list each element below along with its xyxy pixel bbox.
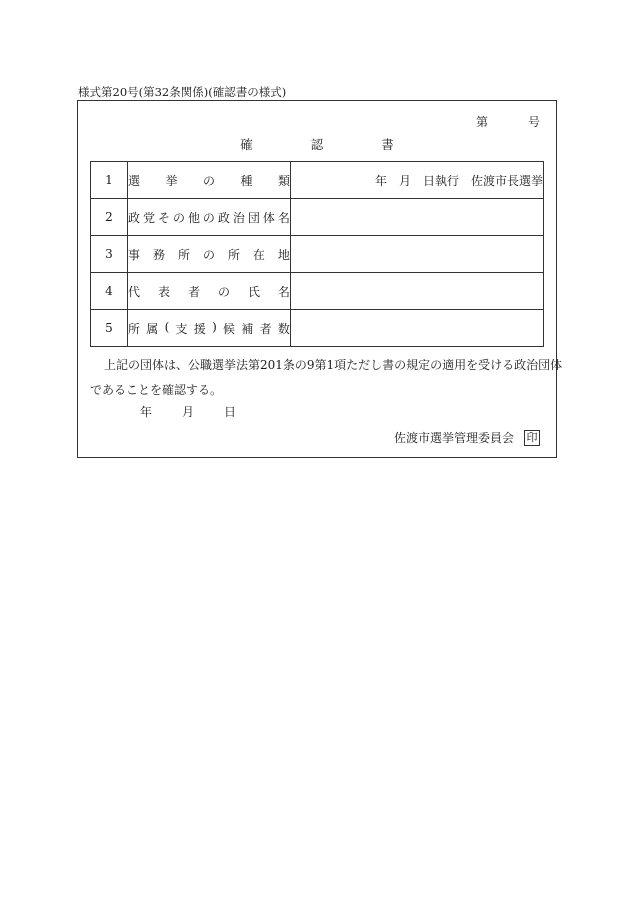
label-char: 名 (277, 284, 290, 299)
row-value (291, 273, 544, 310)
row-label (128, 162, 291, 199)
label-char: 属 (146, 321, 159, 336)
label-char: 種 (240, 173, 253, 188)
row-number: 2 (91, 199, 128, 236)
label-char: の (202, 247, 215, 262)
label-char: 事 (128, 247, 141, 262)
label-char: ( (164, 319, 170, 334)
document-title: 確認書 (240, 137, 452, 152)
row-label-text (128, 283, 290, 300)
row-label-text (128, 246, 290, 263)
row-value (291, 310, 544, 347)
row-label (128, 310, 291, 347)
seal-stamp: 印 (524, 430, 540, 446)
doc-number-prefix: 第 (475, 115, 488, 129)
label-char: 氏 (247, 284, 260, 299)
row-value: 年 月 日執行 佐渡市長選挙 (291, 162, 544, 199)
row-label (128, 273, 291, 310)
label-char: 者 (187, 284, 200, 299)
table-row (91, 162, 544, 199)
row-number: 1 (91, 162, 128, 199)
row-value (291, 199, 544, 236)
label-char: 数 (277, 321, 290, 336)
confirmation-statement (90, 353, 563, 403)
label-char: の (202, 173, 215, 188)
label-char: 補 (241, 321, 254, 336)
label-char: 名 (277, 210, 290, 225)
label-char: 体 (262, 210, 275, 225)
label-char: そ (157, 210, 170, 225)
confirmation-form (77, 100, 563, 458)
document-number (476, 113, 540, 130)
row-label (128, 236, 291, 273)
doc-number-suffix: 号 (527, 115, 540, 129)
form-caption: 様式第20号(第32条関係)(確認書の様式) (78, 85, 287, 99)
row-number: 4 (91, 273, 128, 310)
table-row (91, 199, 544, 236)
row-value (291, 236, 544, 273)
table-row (91, 310, 544, 347)
label-char: 治 (232, 210, 245, 225)
label-char: 政 (128, 210, 141, 225)
label-char: 支 (175, 321, 188, 336)
statement-line-1: 上記の団体は、公職選挙法第201条の9第1項ただし書の規定の適用を受ける政治団体 (104, 358, 563, 372)
label-char: 所 (227, 247, 240, 262)
date-year: 年 (140, 405, 153, 419)
label-char: 党 (142, 210, 155, 225)
label-char: 政 (217, 210, 230, 225)
label-char: の (202, 210, 215, 225)
label-char: の (172, 210, 185, 225)
label-char: 所 (177, 247, 190, 262)
row-number: 3 (91, 236, 128, 273)
date-month: 月 (182, 405, 195, 419)
row-label (128, 199, 291, 236)
issuer-name: 佐渡市選挙管理委員会 (393, 431, 514, 445)
label-char: 他 (187, 210, 200, 225)
label-char: 候 (223, 321, 236, 336)
label-char: 挙 (165, 173, 178, 188)
label-char: の (217, 284, 230, 299)
label-char: 団 (247, 210, 260, 225)
row-label-text (128, 320, 290, 337)
label-char: 地 (277, 247, 290, 262)
row-label-text (128, 172, 290, 189)
label-char: 援 (193, 321, 206, 336)
issue-date (140, 403, 236, 420)
label-char: 代 (128, 284, 141, 299)
label-char: 務 (152, 247, 165, 262)
label-char: 選 (128, 173, 141, 188)
statement-line-2: であることを確認する。 (90, 383, 223, 397)
issuer-signature (394, 429, 540, 446)
label-char: 表 (157, 284, 170, 299)
row-number: 5 (91, 310, 128, 347)
table-row (91, 236, 544, 273)
label-char: ) (212, 319, 217, 334)
row-label-text (128, 209, 290, 226)
label-char: 所 (128, 321, 141, 336)
label-char: 類 (277, 173, 290, 188)
table-row (91, 273, 544, 310)
label-char: 者 (259, 321, 272, 336)
date-day: 日 (224, 405, 237, 419)
items-table (90, 161, 544, 347)
label-char: 在 (252, 247, 265, 262)
